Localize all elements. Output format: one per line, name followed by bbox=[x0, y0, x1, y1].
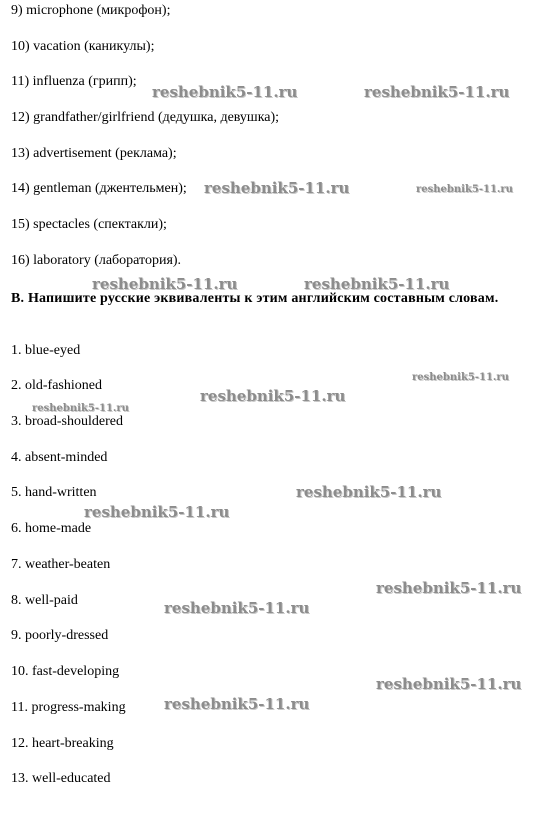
watermark: reshebnik5-11.ru bbox=[32, 403, 129, 414]
list-item: 11. progress-making bbox=[11, 700, 126, 715]
watermark: reshebnik5-11.ru bbox=[200, 387, 346, 405]
list-item: 3. broad-shouldered bbox=[11, 414, 123, 429]
list-item: 6. home-made bbox=[11, 521, 92, 536]
watermark: reshebnik5-11.ru bbox=[164, 695, 310, 713]
watermark: reshebnik5-11.ru bbox=[204, 179, 350, 197]
list-item: 16) laboratory (лаборатория). bbox=[11, 253, 182, 268]
list-item: 10) vacation (каникулы); bbox=[11, 39, 155, 54]
watermark: reshebnik5-11.ru bbox=[412, 372, 509, 383]
watermark: reshebnik5-11.ru bbox=[164, 599, 310, 617]
list-item: 11) influenza (грипп); bbox=[11, 74, 137, 89]
list-item: 9. poorly-dressed bbox=[11, 628, 109, 643]
list-item: 9) microphone (микрофон); bbox=[11, 3, 171, 18]
list-item: 7. weather-beaten bbox=[11, 557, 111, 572]
list-item: 14) gentleman (джентельмен); bbox=[11, 181, 187, 196]
list-item: 13) advertisement (реклама); bbox=[11, 146, 177, 161]
watermark: reshebnik5-11.ru bbox=[84, 503, 230, 521]
list-item: 13. well-educated bbox=[11, 771, 111, 786]
list-item: 2. old-fashioned bbox=[11, 378, 102, 393]
list-item: 4. absent-minded bbox=[11, 450, 108, 465]
list-item: 5. hand-written bbox=[11, 485, 97, 500]
list-item: 12) grandfather/girlfriend (дедушка, девушка); bbox=[11, 110, 280, 125]
watermark: reshebnik5-11.ru bbox=[416, 184, 513, 195]
watermark: reshebnik5-11.ru bbox=[296, 483, 442, 501]
watermark: reshebnik5-11.ru bbox=[376, 675, 522, 693]
list-item: 1. blue-eyed bbox=[11, 343, 81, 358]
list-item: 8. well-paid bbox=[11, 593, 78, 608]
watermark: reshebnik5-11.ru bbox=[364, 83, 510, 101]
watermark: reshebnik5-11.ru bbox=[152, 83, 298, 101]
watermark: reshebnik5-11.ru bbox=[92, 275, 238, 293]
list-item: 12. heart-breaking bbox=[11, 736, 114, 751]
list-item: 15) spectacles (спектакли); bbox=[11, 217, 167, 232]
watermark: reshebnik5-11.ru bbox=[304, 275, 450, 293]
watermark: reshebnik5-11.ru bbox=[376, 579, 522, 597]
list-item: 10. fast-developing bbox=[11, 664, 120, 679]
section-heading: B. Напишите русские эквиваленты к этим английским составным словам. bbox=[11, 291, 499, 306]
